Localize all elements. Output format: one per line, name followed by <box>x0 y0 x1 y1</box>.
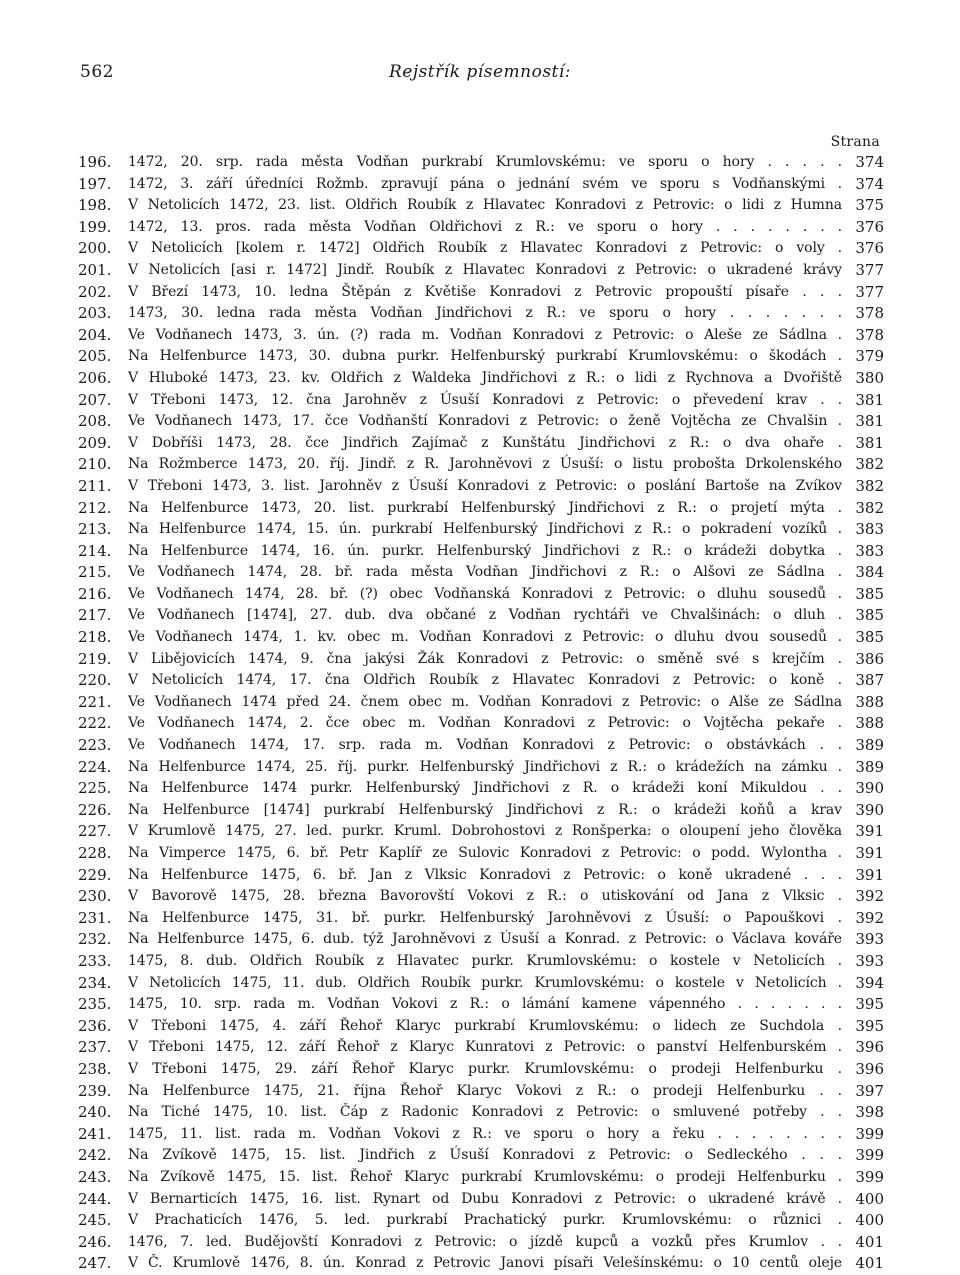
entry-page-reference: 391 <box>855 865 884 884</box>
entry-page-reference: 391 <box>855 844 884 862</box>
register-entry <box>78 1016 884 1038</box>
entry-page-reference: 382 <box>855 476 884 495</box>
entry-number: 217. <box>78 606 112 625</box>
entry-page-reference: 385 <box>855 584 884 603</box>
register-entry <box>78 152 884 174</box>
entry-number: 203. <box>78 304 112 323</box>
entry-description: Ve Vodňanech 1474 před 24. čnem obec m. Vodňan Konradovi z Petrovic: o Alše ze Sádlna <box>128 693 842 710</box>
entry-number: 235. <box>78 995 112 1014</box>
entry-page-reference: 381 <box>855 433 884 452</box>
entry-page-reference: 392 <box>855 908 884 927</box>
entry-number: 201. <box>78 260 112 279</box>
entry-number: 214. <box>78 541 112 560</box>
register-entry <box>78 1189 884 1211</box>
entry-page-reference: 378 <box>855 304 884 323</box>
entry-number: 223. <box>78 736 112 755</box>
entry-number: 204. <box>78 325 112 344</box>
register-entry <box>78 886 884 908</box>
entry-number: 226. <box>78 800 112 819</box>
register-entry <box>78 368 884 390</box>
entry-description: V Netolicích 1475, 11. dub. Oldřich Roubík purkr. Krumlovskému: o kostele v Netolicích . <box>128 974 842 991</box>
register-entry <box>78 1210 884 1232</box>
entry-description: 1476, 7. led. Budějovští Konradovi z Petrovic: o jízdě kupců a vozků přes Krumlov . . <box>128 1233 842 1250</box>
register-entry <box>78 627 884 649</box>
entry-number: 212. <box>78 498 112 517</box>
entry-description: V Třeboni 1475, 12. září Řehoř z Klaryc Kunratovi z Petrovic: o panství Helfenburském . <box>128 1039 842 1056</box>
entry-description: Ve Vodňanech 1473, 17. čce Vodňanští Konradovi z Petrovic: o ženě Vojtěcha ze Chvalšin . <box>128 413 842 430</box>
register-entry <box>78 800 884 822</box>
register-entry <box>78 778 884 800</box>
entry-number: 208. <box>78 412 112 431</box>
entry-description: V Bavorově 1475, 28. března Bavorovští Vokovi z R.: o utiskování od Jana z Vlksic . <box>128 888 842 905</box>
entry-page-reference: 381 <box>855 412 884 431</box>
entry-description: V Krumlově 1475, 27. led. purkr. Kruml. Dobrohostovi z Ronšperka: o oloupení jeho člověka <box>128 823 842 840</box>
entry-number: 232. <box>78 930 112 949</box>
register-entry <box>78 821 884 843</box>
entry-page-reference: 393 <box>855 930 884 949</box>
entry-page-reference: 400 <box>855 1211 884 1230</box>
register-entry <box>78 346 884 368</box>
entry-description: V Netolicích 1474, 17. čna Oldřich Roubík z Hlavatec Konradovi z Petrovic: o koně . <box>128 672 842 689</box>
register-entry <box>78 390 884 412</box>
entry-number: 225. <box>78 779 112 798</box>
running-title: Rejstřík písemností: <box>388 62 572 82</box>
register-entry <box>78 174 884 196</box>
entry-page-reference: 382 <box>855 498 884 517</box>
entry-number: 227. <box>78 822 112 841</box>
entry-page-reference: 399 <box>855 1167 884 1186</box>
entry-page-reference: 396 <box>855 1059 884 1078</box>
entry-number: 200. <box>78 239 112 258</box>
entry-description: Na Helfenburce 1474 purkr. Helfenburský Jindřichovi z R. o krádeži koní Mikuldou . . <box>128 780 842 797</box>
register-entry <box>78 994 884 1016</box>
entry-number: 245. <box>78 1211 112 1230</box>
entry-description: Na Helfenburce [1474] purkrabí Helfenburský Jindřichovi z R.: o krádeži koňů a krav <box>128 801 842 818</box>
entry-page-reference: 391 <box>855 822 884 841</box>
entry-number: 234. <box>78 973 112 992</box>
register-entry <box>78 843 884 865</box>
entry-description: Ve Vodňanech 1474, 1. kv. obec m. Vodňan Konradovi z Petrovic: o dluhu dvou sousedů . <box>128 629 842 646</box>
entry-description: V Netolicích [kolem r. 1472] Oldřich Roubík z Hlavatec Konradovi z Petrovic: o voly . <box>128 240 842 257</box>
register-entry <box>78 1145 884 1167</box>
register-entry <box>78 973 884 995</box>
entry-description: V Prachaticích 1476, 5. led. purkrabí Prachatický purkr. Krumlovskému: o různici . <box>128 1212 842 1229</box>
entry-page-reference: 383 <box>855 520 884 539</box>
entry-number: 199. <box>78 217 112 236</box>
entry-page-reference: 377 <box>855 282 884 301</box>
entry-number: 243. <box>78 1167 112 1186</box>
entry-page-reference: 393 <box>855 951 884 970</box>
register-entry <box>78 713 884 735</box>
entry-page-reference: 395 <box>855 995 884 1014</box>
register-entry <box>78 282 884 304</box>
entry-page-reference: 401 <box>855 1232 884 1251</box>
register-entry <box>78 649 884 671</box>
entry-page-reference: 380 <box>855 368 884 387</box>
entry-page-reference: 385 <box>855 606 884 625</box>
entry-page-reference: 390 <box>855 800 884 819</box>
entry-page-reference: 389 <box>855 757 884 776</box>
entry-page-reference: 381 <box>855 390 884 409</box>
register-entry <box>78 1037 884 1059</box>
entry-page-reference: 397 <box>855 1081 884 1100</box>
entry-number: 220. <box>78 671 112 690</box>
entry-description: Ve Vodňanech 1474, 28. bř. (?) obec Vodňanská Konradovi z Petrovic: o dluhu sousedů . <box>128 585 842 602</box>
register-entry <box>78 1232 884 1254</box>
entry-description: V Netolicích 1472, 23. list. Oldřich Roubík z Hlavatec Konradovi z Petrovic: o lidi z Humna <box>128 197 842 214</box>
entry-description: V Březí 1473, 10. ledna Štěpán z Květiše Konradovi z Petrovic propouští písaře . . . <box>128 283 842 300</box>
entry-description: 1475, 10. srp. rada m. Vodňan Vokovi z R.: o lámání kamene vápenného . . . . . . . <box>128 996 842 1013</box>
entry-number: 213. <box>78 520 112 539</box>
entry-number: 197. <box>78 174 112 193</box>
entry-page-reference: 396 <box>855 1038 884 1057</box>
register-entry <box>78 929 884 951</box>
entry-number: 218. <box>78 628 112 647</box>
entry-number: 228. <box>78 844 112 862</box>
entry-page-reference: 388 <box>855 692 884 711</box>
entry-number: 210. <box>78 455 112 474</box>
register-entry <box>78 605 884 627</box>
entry-number: 209. <box>78 433 112 452</box>
entry-description: V Bernarticích 1475, 16. list. Rynart od Dubu Konradovi z Petrovic: o ukradené krávě . <box>128 1190 842 1207</box>
entry-page-reference: 377 <box>855 260 884 279</box>
page-number: 562 <box>80 62 114 82</box>
register-entry <box>78 1102 884 1124</box>
entry-number: 242. <box>78 1146 112 1165</box>
entry-description: Na Vimperce 1475, 6. bř. Petr Kaplíř ze Sulovic Konradovi z Petrovic: o podd. Wylontha . <box>128 845 842 861</box>
entry-number: 236. <box>78 1016 112 1035</box>
register-entry <box>78 865 884 887</box>
entry-number: 198. <box>78 196 112 215</box>
entry-description: Na Helfenburce 1473, 30. dubna purkr. Helfenburský purkrabí Krumlovskému: o škodách . <box>128 348 842 365</box>
entry-page-reference: 384 <box>855 563 884 582</box>
entry-page-reference: 376 <box>855 217 884 236</box>
register-entry <box>78 692 884 714</box>
entry-number: 247. <box>78 1254 112 1273</box>
entry-page-reference: 386 <box>855 649 884 668</box>
entry-description: V Hluboké 1473, 23. kv. Oldřich z Waldeka Jindřichovi z R.: o lidi z Rychnova a Dvořiště <box>128 369 842 386</box>
entry-number: 244. <box>78 1189 112 1208</box>
entry-description: Na Helfenburce 1474, 15. ún. purkrabí Helfenburský Jindřichovi z R.: o pokradení vozíků . <box>128 521 842 538</box>
entry-description: 1475, 11. list. rada m. Vodňan Vokovi z R.: ve sporu o hory a řeku . . . . . . . . <box>128 1125 842 1142</box>
entry-number: 215. <box>78 563 112 582</box>
entry-description: 1472, 20. srp. rada města Vodňan purkrabí Krumlovskému: ve sporu o hory . . . . . <box>128 154 842 170</box>
register-entry <box>78 238 884 260</box>
register-entry <box>78 498 884 520</box>
entry-description: V Č. Krumlově 1476, 8. ún. Konrad z Petrovic Janovi písaři Velešínskému: o 10 centů oleje <box>128 1255 842 1272</box>
entry-page-reference: 378 <box>855 325 884 344</box>
entry-description: V Třeboni 1475, 29. září Řehoř Klaryc purkr. Krumlovskému: o prodeji Helfenburku . <box>128 1060 842 1077</box>
entry-description: Na Helfenburce 1475, 21. října Řehoř Klaryc Vokovi z R.: o prodeji Helfenburku . . <box>128 1082 842 1099</box>
entry-page-reference: 392 <box>855 887 884 906</box>
register-entries <box>78 152 884 1275</box>
entry-description: Na Zvíkově 1475, 15. list. Jindřich z Úsuší Konradovi z Petrovic: o Sedleckého . . . <box>128 1147 842 1164</box>
entry-page-reference: 379 <box>855 347 884 366</box>
entry-description: Na Helfenburce 1474, 25. říj. purkr. Helfenburský Jindřichovi z R.: o krádežích na zámku . <box>128 758 842 775</box>
entry-page-reference: 383 <box>855 541 884 560</box>
page-column-label: Strana <box>830 134 880 150</box>
entry-page-reference: 399 <box>855 1146 884 1165</box>
entry-page-reference: 400 <box>855 1189 884 1208</box>
entry-description: 1475, 8. dub. Oldřich Roubík z Hlavatec purkr. Krumlovskému: o kostele v Netolicích . <box>128 952 842 969</box>
register-entry <box>78 670 884 692</box>
register-entry <box>78 325 884 347</box>
entry-number: 196. <box>78 153 112 171</box>
entry-description: Ve Vodňanech 1474, 17. srp. rada m. Vodňan Konradovi z Petrovic: o obstávkách . . <box>128 737 842 754</box>
register-entry <box>78 476 884 498</box>
register-entry <box>78 1253 884 1275</box>
register-entry <box>78 454 884 476</box>
entry-page-reference: 390 <box>855 779 884 798</box>
entry-number: 207. <box>78 390 112 409</box>
entry-page-reference: 374 <box>855 153 884 171</box>
entry-number: 230. <box>78 887 112 906</box>
entry-number: 246. <box>78 1232 112 1251</box>
entry-page-reference: 398 <box>855 1103 884 1122</box>
entry-description: Ve Vodňanech 1474, 28. bř. rada města Vodňan Jindřichovi z R.: o Alšovi ze Sádlna . <box>128 564 842 581</box>
entry-description: 1473, 30. ledna rada města Vodňan Jindřichovi z R.: ve sporu o hory . . . . . . . <box>128 305 842 322</box>
entry-page-reference: 394 <box>855 973 884 992</box>
entry-description: Na Helfenburce 1475, 6. dub. týž Jarohněvovi z Úsuší a Konrad. z Petrovic: o Václava kováře <box>128 931 842 948</box>
entry-description: V Netolicích [asi r. 1472] Jindř. Roubík z Hlavatec Konradovi z Petrovic: o ukradené krávy <box>128 261 842 278</box>
entry-number: 216. <box>78 584 112 603</box>
entry-number: 224. <box>78 757 112 776</box>
entry-page-reference: 387 <box>855 671 884 690</box>
entry-number: 211. <box>78 476 112 495</box>
entry-description: V Libějovicích 1474, 9. čna jakýsi Žák Konradovi z Petrovic: o směně své s krejčím . <box>128 650 842 667</box>
entry-description: Na Zvíkově 1475, 15. list. Řehoř Klaryc purkrabí Krumlovskému: o prodeji Helfenburku . <box>128 1168 842 1185</box>
register-entry <box>78 735 884 757</box>
entry-page-reference: 374 <box>855 174 884 193</box>
entry-number: 231. <box>78 908 112 927</box>
entry-number: 202. <box>78 282 112 301</box>
entry-number: 240. <box>78 1103 112 1122</box>
register-entry <box>78 1059 884 1081</box>
register-entry <box>78 195 884 217</box>
entry-page-reference: 375 <box>855 196 884 215</box>
register-entry <box>78 433 884 455</box>
entry-description: V Třeboni 1475, 4. září Řehoř Klaryc purkrabí Krumlovskému: o lidech ze Suchdola . <box>128 1017 842 1034</box>
register-entry <box>78 1167 884 1189</box>
entry-page-reference: 382 <box>855 455 884 474</box>
entry-number: 205. <box>78 347 112 366</box>
entry-number: 239. <box>78 1081 112 1100</box>
register-entry <box>78 584 884 606</box>
entry-description: Na Helfenburce 1475, 6. bř. Jan z Vlksic Konradovi z Petrovic: o koně ukradené . . . <box>128 866 842 883</box>
entry-number: 241. <box>78 1124 112 1143</box>
page-header <box>80 62 880 86</box>
entry-page-reference: 399 <box>855 1124 884 1143</box>
entry-description: V Dobříši 1473, 28. čce Jindřich Zajímač z Kunštátu Jindřichovi z R.: o dva ohaře . <box>128 434 842 451</box>
entry-page-reference: 385 <box>855 628 884 647</box>
entry-description: 1472, 13. pros. rada města Vodňan Oldřichovi z R.: ve sporu o hory . . . . . . . . <box>128 218 842 235</box>
register-entry <box>78 757 884 779</box>
register-entry <box>78 951 884 973</box>
entry-description: Na Rožmberce 1473, 20. říj. Jindř. z R. Jarohněvovi z Úsuší: o listu probošta Drkolenského <box>128 456 842 473</box>
entry-number: 238. <box>78 1059 112 1078</box>
entry-description: Na Helfenburce 1475, 31. bř. purkr. Helfenburský Jarohněvovi z Úsuší: o Papouškovi . <box>128 909 842 926</box>
register-entry <box>78 908 884 930</box>
register-entry <box>78 519 884 541</box>
entry-description: Na Helfenburce 1473, 20. list. purkrabí Helfenburský Jindřichovi z R.: o projetí mýta . <box>128 499 842 516</box>
register-entry <box>78 562 884 584</box>
entry-description: Ve Vodňanech 1474, 2. čce obec m. Vodňan Konradovi z Petrovic: o Vojtěcha pekaře . <box>128 715 842 732</box>
entry-number: 233. <box>78 951 112 970</box>
entry-number: 219. <box>78 649 112 668</box>
entry-description: Na Tiché 1475, 10. list. Čáp z Radonic Konradovi z Petrovic: o smluvené potřeby . . <box>128 1104 842 1121</box>
register-entry <box>78 260 884 282</box>
entry-page-reference: 376 <box>855 239 884 258</box>
entry-page-reference: 388 <box>855 714 884 733</box>
entry-description: V Třeboni 1473, 3. list. Jarohněv z Úsuší Konradovi z Petrovic: o poslání Bartoše na Zvíkov <box>128 477 842 494</box>
entry-description: Na Helfenburce 1474, 16. ún. purkr. Helfenburský Jindřichovi z R.: o krádeži dobytka . <box>128 542 842 559</box>
entry-page-reference: 389 <box>855 736 884 755</box>
entry-description: V Třeboni 1473, 12. čna Jarohněv z Úsuší Konradovi z Petrovic: o převedení krav . . <box>128 391 842 408</box>
entry-number: 222. <box>78 714 112 733</box>
entry-number: 237. <box>78 1038 112 1057</box>
entry-number: 221. <box>78 692 112 711</box>
register-entry <box>78 303 884 325</box>
entry-page-reference: 401 <box>855 1254 884 1273</box>
entry-description: Ve Vodňanech [1474], 27. dub. dva občané z Vodňan rychtáři ve Chvalšinách: o dluh . <box>128 607 842 624</box>
register-entry <box>78 217 884 239</box>
register-entry <box>78 1081 884 1103</box>
entry-description: 1472, 3. září úředníci Rožmb. zpravují pána o jednání svém ve sporu s Vodňanskými . <box>128 175 842 192</box>
entry-description: Ve Vodňanech 1473, 3. ún. (?) rada m. Vodňan Konradovi z Petrovic: o Aleše ze Sádlna . <box>128 326 842 343</box>
register-entry <box>78 1124 884 1146</box>
entry-page-reference: 395 <box>855 1016 884 1035</box>
register-entry <box>78 411 884 433</box>
register-entry <box>78 541 884 563</box>
entry-number: 229. <box>78 865 112 884</box>
entry-number: 206. <box>78 368 112 387</box>
